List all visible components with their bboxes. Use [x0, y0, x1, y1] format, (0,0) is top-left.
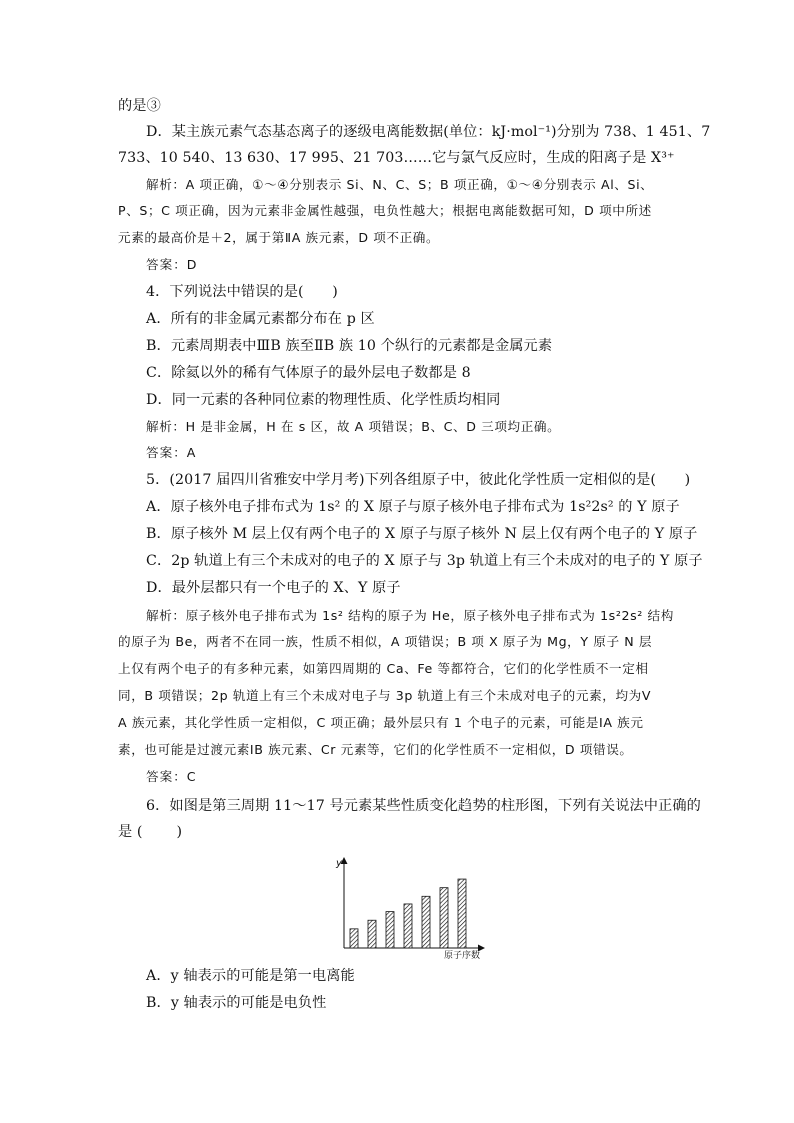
solution-line: 素，也可能是过渡元素ⅠB 族元素、Cr 元素等，它们的化学性质不一定相似，D 项错误。	[118, 742, 633, 757]
paren-close: )	[176, 824, 183, 840]
solution-line: A 族元素，其化学性质一定相似，C 项正确；最外层只有 1 个电子的元素，可能是ⅠA 族元	[118, 715, 644, 730]
option-a: A．原子核外电子排布式为 1s² 的 X 原子与原子核外电子排布式为 1s²2s² 的 Y 原子	[146, 499, 680, 515]
question-6-stem: 6．如图是第三周期 11～17 号元素某些性质变化趋势的柱形图，下列有关说法中正确的	[146, 798, 701, 814]
solution-line: 的原子为 Be，两者不在同一族，性质不相似，A 项错误；B 项 X 原子为 Mg，Y 原子 N 层	[118, 634, 653, 649]
bar-1	[350, 929, 358, 948]
option-a: A．所有的非金属元素都分布在 p 区	[146, 311, 375, 327]
question-5-stem: 5．(2017 届四川省雅安中学月考)下列各组原子中，彼此化学性质一定相似的是( )	[146, 472, 691, 488]
solution-line: P、S；C 项正确，因为元素非金属性越强，电负性越大；根据电离能数据可知，D 项中所述	[118, 203, 652, 218]
bar-chart	[330, 852, 510, 962]
option-b: B．元素周期表中ⅢB 族至ⅡB 族 10 个纵行的元素都是金属元素	[146, 338, 553, 354]
question-4-stem: 4．下列说法中错误的是( )	[146, 284, 338, 300]
solution-line: 同，B 项错误；2p 轨道上有三个未成对电子与 3p 轨道上有三个未成对电子的元素，均为Ⅴ	[118, 688, 652, 703]
option-d: D．同一元素的各种同位素的物理性质、化学性质均相同	[146, 392, 501, 408]
option-c: C．除氦以外的稀有气体原子的最外层电子数都是 8	[146, 365, 471, 381]
answer-line: 答案：C	[146, 769, 197, 784]
option-b: B．原子核外 M 层上仅有两个电子的 X 原子与原子核外 N 层上仅有两个电子的 Y 原子	[146, 526, 698, 542]
solution-line: 上仅有两个电子的有多种元素，如第四周期的 Ca、Fe 等都符合，它们的化学性质不一定相	[118, 661, 649, 676]
bar-7	[458, 879, 466, 948]
bar-6	[440, 888, 448, 948]
solution-line: 解析：A 项正确，①～④分别表示 Si、N、C、S；B 项正确，①～④分别表示 Al、Si、	[146, 177, 654, 192]
bars-group	[350, 879, 466, 948]
paren-open: 是 (	[118, 824, 143, 840]
option-a: A．y 轴表示的可能是第一电离能	[146, 968, 355, 984]
solution-line: 元素的最高价是＋2，属于第ⅡA 族元素，D 项不正确。	[118, 230, 440, 245]
bar-5	[422, 896, 430, 948]
text-line: 的是③	[118, 98, 161, 114]
answer-line: 答案：D	[146, 257, 198, 272]
solution-line: 解析：H 是非金属，H 在 s 区，故 A 项错误；B、C、D 三项均正确。	[146, 419, 561, 434]
question-6-stem-end	[118, 822, 680, 842]
text-line: 733、10 540、13 630、17 995、21 703……它与氯气反应时，生成的阳离子是 X³⁺	[118, 150, 675, 166]
y-axis-label: y	[336, 858, 342, 869]
answer-line: 答案：A	[146, 445, 197, 460]
bar-4	[404, 904, 412, 948]
bar-3	[386, 912, 394, 948]
solution-line: 解析：原子核外电子排布式为 1s² 结构的原子为 He，原子核外电子排布式为 1s²2s² 结构	[146, 608, 674, 623]
option-b: B．y 轴表示的可能是电负性	[146, 995, 327, 1011]
bar-2	[368, 920, 376, 948]
option-d: D．最外层都只有一个电子的 X、Y 原子	[146, 580, 401, 596]
x-axis-label: 原子序数	[444, 951, 481, 961]
option-d-line: D．某主族元素气态基态离子的逐级电离能数据(单位：kJ·mol⁻¹)分别为 738、1 451、7	[146, 124, 711, 140]
option-c: C．2p 轨道上有三个未成对的电子的 X 原子与 3p 轨道上有三个未成对的电子的 Y 原子	[146, 553, 703, 569]
